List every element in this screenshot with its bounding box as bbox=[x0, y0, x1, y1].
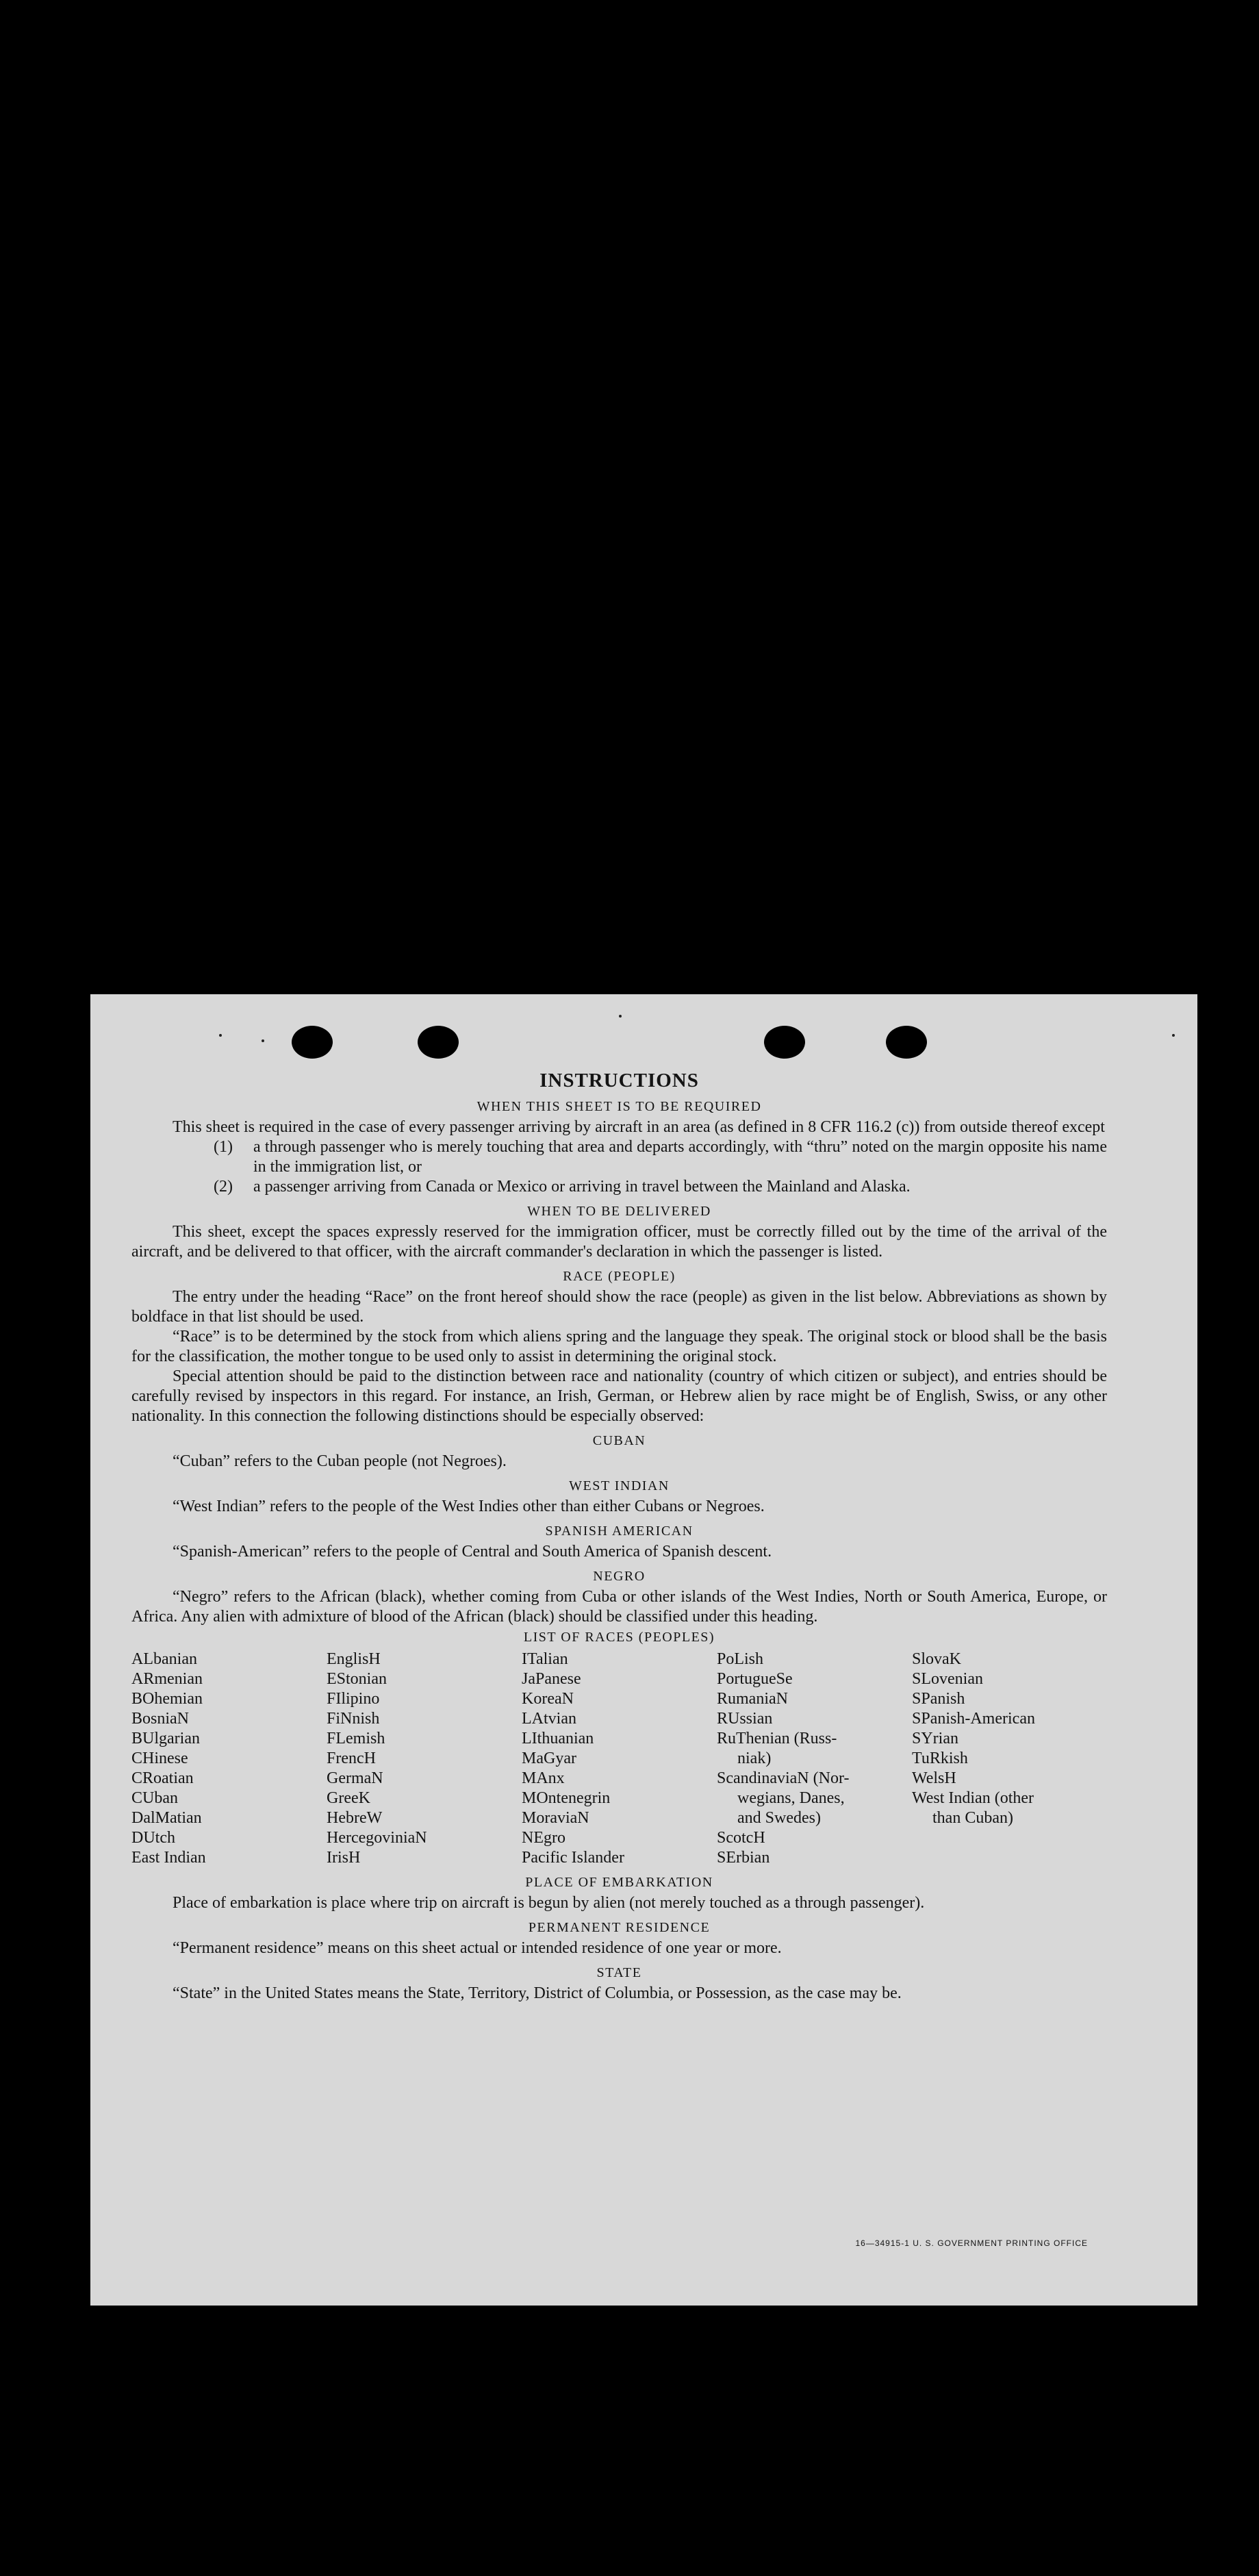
race-entry: SLovenian bbox=[912, 1670, 983, 1688]
speck bbox=[1172, 1034, 1175, 1037]
race-entry: PortugueSe bbox=[717, 1670, 793, 1688]
race-entry: DalMatian bbox=[131, 1809, 202, 1827]
race-entry: WelsH bbox=[912, 1769, 956, 1787]
race-entry: CRoatian bbox=[131, 1769, 194, 1787]
punch-hole bbox=[418, 1026, 459, 1059]
race-entry: ARmenian bbox=[131, 1670, 203, 1688]
race-column bbox=[327, 1650, 522, 1868]
race-entry: and Swedes) bbox=[737, 1809, 821, 1827]
exception-list bbox=[131, 1137, 1107, 1197]
race-entry: MaGyar bbox=[522, 1750, 576, 1767]
paragraph-west-indian: “West Indian” refers to the people of the West Indies other than either Cubans or Negroes. bbox=[173, 1498, 765, 1515]
race-entry: ITalian bbox=[522, 1650, 568, 1668]
race-entry: NEgro bbox=[522, 1829, 565, 1847]
heading-negro: NEGRO bbox=[593, 1569, 646, 1584]
page-title: INSTRUCTIONS bbox=[539, 1070, 699, 1091]
race-entry: JaPanese bbox=[522, 1670, 581, 1688]
list-item-text: a through passenger who is merely touching that area and departs accordingly, with “thru” noted on the margin opposite his name in the immigration list, or bbox=[253, 1138, 1107, 1176]
race-entry: DUtch bbox=[131, 1829, 175, 1847]
list-item-number: (2) bbox=[214, 1178, 233, 1196]
paragraph-spanish-american: “Spanish-American” refers to the people of Central and South America of Spanish descent. bbox=[173, 1543, 772, 1561]
punch-hole bbox=[764, 1026, 805, 1059]
race-entry: RUssian bbox=[717, 1710, 773, 1728]
race-entry: LAtvian bbox=[522, 1710, 576, 1728]
paragraph-when-required: This sheet is required in the case of every passenger arriving by aircraft in an area (as defined in 8 CFR 116.2 (c)) from outside thereof except bbox=[173, 1118, 1105, 1136]
race-entry: SErbian bbox=[717, 1849, 770, 1867]
paragraph-race-1: The entry under the heading “Race” on the front hereof should show the race (people) as given in the list below. Abbreviations as shown by boldface in that list should be used. bbox=[131, 1288, 1107, 1326]
heading-when-required: WHEN THIS SHEET IS TO BE REQUIRED bbox=[476, 1099, 762, 1114]
race-entry: than Cuban) bbox=[932, 1809, 1013, 1827]
race-entry: ScandinaviaN (Nor- bbox=[717, 1769, 850, 1787]
heading-cuban: CUBAN bbox=[592, 1433, 646, 1448]
race-entry: FiNnish bbox=[327, 1710, 380, 1728]
heading-state: STATE bbox=[596, 1965, 642, 1980]
heading-list-of-races: LIST OF RACES (PEOPLES) bbox=[523, 1630, 715, 1645]
race-entry: wegians, Danes, bbox=[737, 1789, 845, 1807]
heading-race: RACE (PEOPLE) bbox=[563, 1269, 676, 1284]
race-entry: RumaniaN bbox=[717, 1690, 788, 1708]
race-column bbox=[717, 1650, 912, 1868]
race-entry: CHinese bbox=[131, 1750, 188, 1767]
race-entry: SlovaK bbox=[912, 1650, 961, 1668]
race-entry: West Indian (other bbox=[912, 1789, 1034, 1807]
speck bbox=[219, 1034, 222, 1037]
heading-spanish-american: SPANISH AMERICAN bbox=[545, 1524, 694, 1539]
race-list bbox=[131, 1650, 1107, 1868]
race-entry: EnglisH bbox=[327, 1650, 381, 1668]
race-entry: RuThenian (Russ- bbox=[717, 1730, 837, 1747]
paragraph-state: “State” in the United States means the State, Territory, District of Columbia, or Possession, as the case may be. bbox=[173, 1984, 902, 2002]
print-code: 16—34915-1 U. S. GOVERNMENT PRINTING OFFICE bbox=[855, 2238, 1088, 2248]
race-entry: SPanish-American bbox=[912, 1710, 1035, 1728]
instruction-sheet bbox=[90, 994, 1197, 2306]
paragraph-cuban: “Cuban” refers to the Cuban people (not Negroes). bbox=[173, 1452, 507, 1470]
race-entry: FIlipino bbox=[327, 1690, 380, 1708]
race-entry: BosniaN bbox=[131, 1710, 189, 1728]
paragraph-when-delivered: This sheet, except the spaces expressly reserved for the immigration officer, must be correctly filled out by the time of the arrival of the aircraft, and be delivered to that officer, with the aircraft commander's declaration in which the passenger is listed. bbox=[131, 1223, 1107, 1261]
race-entry: TuRkish bbox=[912, 1750, 968, 1767]
race-entry: GermaN bbox=[327, 1769, 383, 1787]
heading-when-delivered: WHEN TO BE DELIVERED bbox=[527, 1204, 711, 1219]
paragraph-embarkation: Place of embarkation is place where trip on aircraft is begun by alien (not merely touched as a through passenger). bbox=[173, 1894, 925, 1912]
race-entry: niak) bbox=[737, 1750, 772, 1767]
list-item-text: a passenger arriving from Canada or Mexico or arriving in travel between the Mainland and Alaska. bbox=[253, 1178, 911, 1196]
race-column bbox=[912, 1650, 1107, 1868]
race-entry: BOhemian bbox=[131, 1690, 203, 1708]
race-entry: SPanish bbox=[912, 1690, 965, 1708]
list-item bbox=[214, 1177, 1107, 1197]
paragraph-permanent-residence: “Permanent residence” means on this sheet actual or intended residence of one year or more. bbox=[173, 1939, 782, 1957]
heading-embarkation: PLACE OF EMBARKATION bbox=[525, 1875, 713, 1890]
speck bbox=[262, 1039, 264, 1042]
race-entry: CUban bbox=[131, 1789, 178, 1807]
race-entry: MOntenegrin bbox=[522, 1789, 611, 1807]
race-entry: FrencH bbox=[327, 1750, 376, 1767]
race-entry: IrisH bbox=[327, 1849, 361, 1867]
race-entry: MoraviaN bbox=[522, 1809, 589, 1827]
race-entry: PoLish bbox=[717, 1650, 764, 1668]
list-item bbox=[214, 1137, 1107, 1177]
race-entry: FLemish bbox=[327, 1730, 385, 1747]
paragraph-negro: “Negro” refers to the African (black), whether coming from Cuba or other islands of the West Indies, North or South America, Europe, or Africa. Any alien with admixture of blood of the African (black) should be classified under this heading. bbox=[131, 1588, 1107, 1626]
race-entry: HercegoviniaN bbox=[327, 1829, 427, 1847]
paragraph-race-3: Special attention should be paid to the distinction between race and nationality (country of which citizen or subject), and entries should be carefully revised by inspectors in this regard. For instance, an Irish, German, or Hebrew alien by race might be of English, Swiss, or any other nationality. In this connection the following distinctions should be especially observed: bbox=[131, 1367, 1107, 1425]
race-entry: ALbanian bbox=[131, 1650, 197, 1668]
punch-hole bbox=[886, 1026, 927, 1059]
race-entry: Pacific Islander bbox=[522, 1849, 624, 1867]
race-entry: East Indian bbox=[131, 1849, 206, 1867]
race-column bbox=[131, 1650, 327, 1868]
race-entry: MAnx bbox=[522, 1769, 565, 1787]
race-entry: EStonian bbox=[327, 1670, 387, 1688]
heading-west-indian: WEST INDIAN bbox=[569, 1478, 670, 1493]
paragraph-race-2: “Race” is to be determined by the stock from which aliens spring and the language they speak. The original stock or blood shall be the basis for the classification, the mother tongue to be used only to assist in determining the original stock. bbox=[131, 1328, 1107, 1365]
race-entry: KoreaN bbox=[522, 1690, 574, 1708]
race-entry: ScotcH bbox=[717, 1829, 765, 1847]
race-entry: GreeK bbox=[327, 1789, 370, 1807]
list-item-number: (1) bbox=[214, 1138, 233, 1156]
race-entry: SYrian bbox=[912, 1730, 958, 1747]
race-entry: LIthuanian bbox=[522, 1730, 594, 1747]
race-entry: HebreW bbox=[327, 1809, 383, 1827]
speck bbox=[619, 1015, 622, 1018]
punch-hole bbox=[292, 1026, 333, 1059]
race-entry: BUlgarian bbox=[131, 1730, 200, 1747]
race-column bbox=[522, 1650, 717, 1868]
heading-permanent-residence: PERMANENT RESIDENCE bbox=[528, 1920, 711, 1935]
